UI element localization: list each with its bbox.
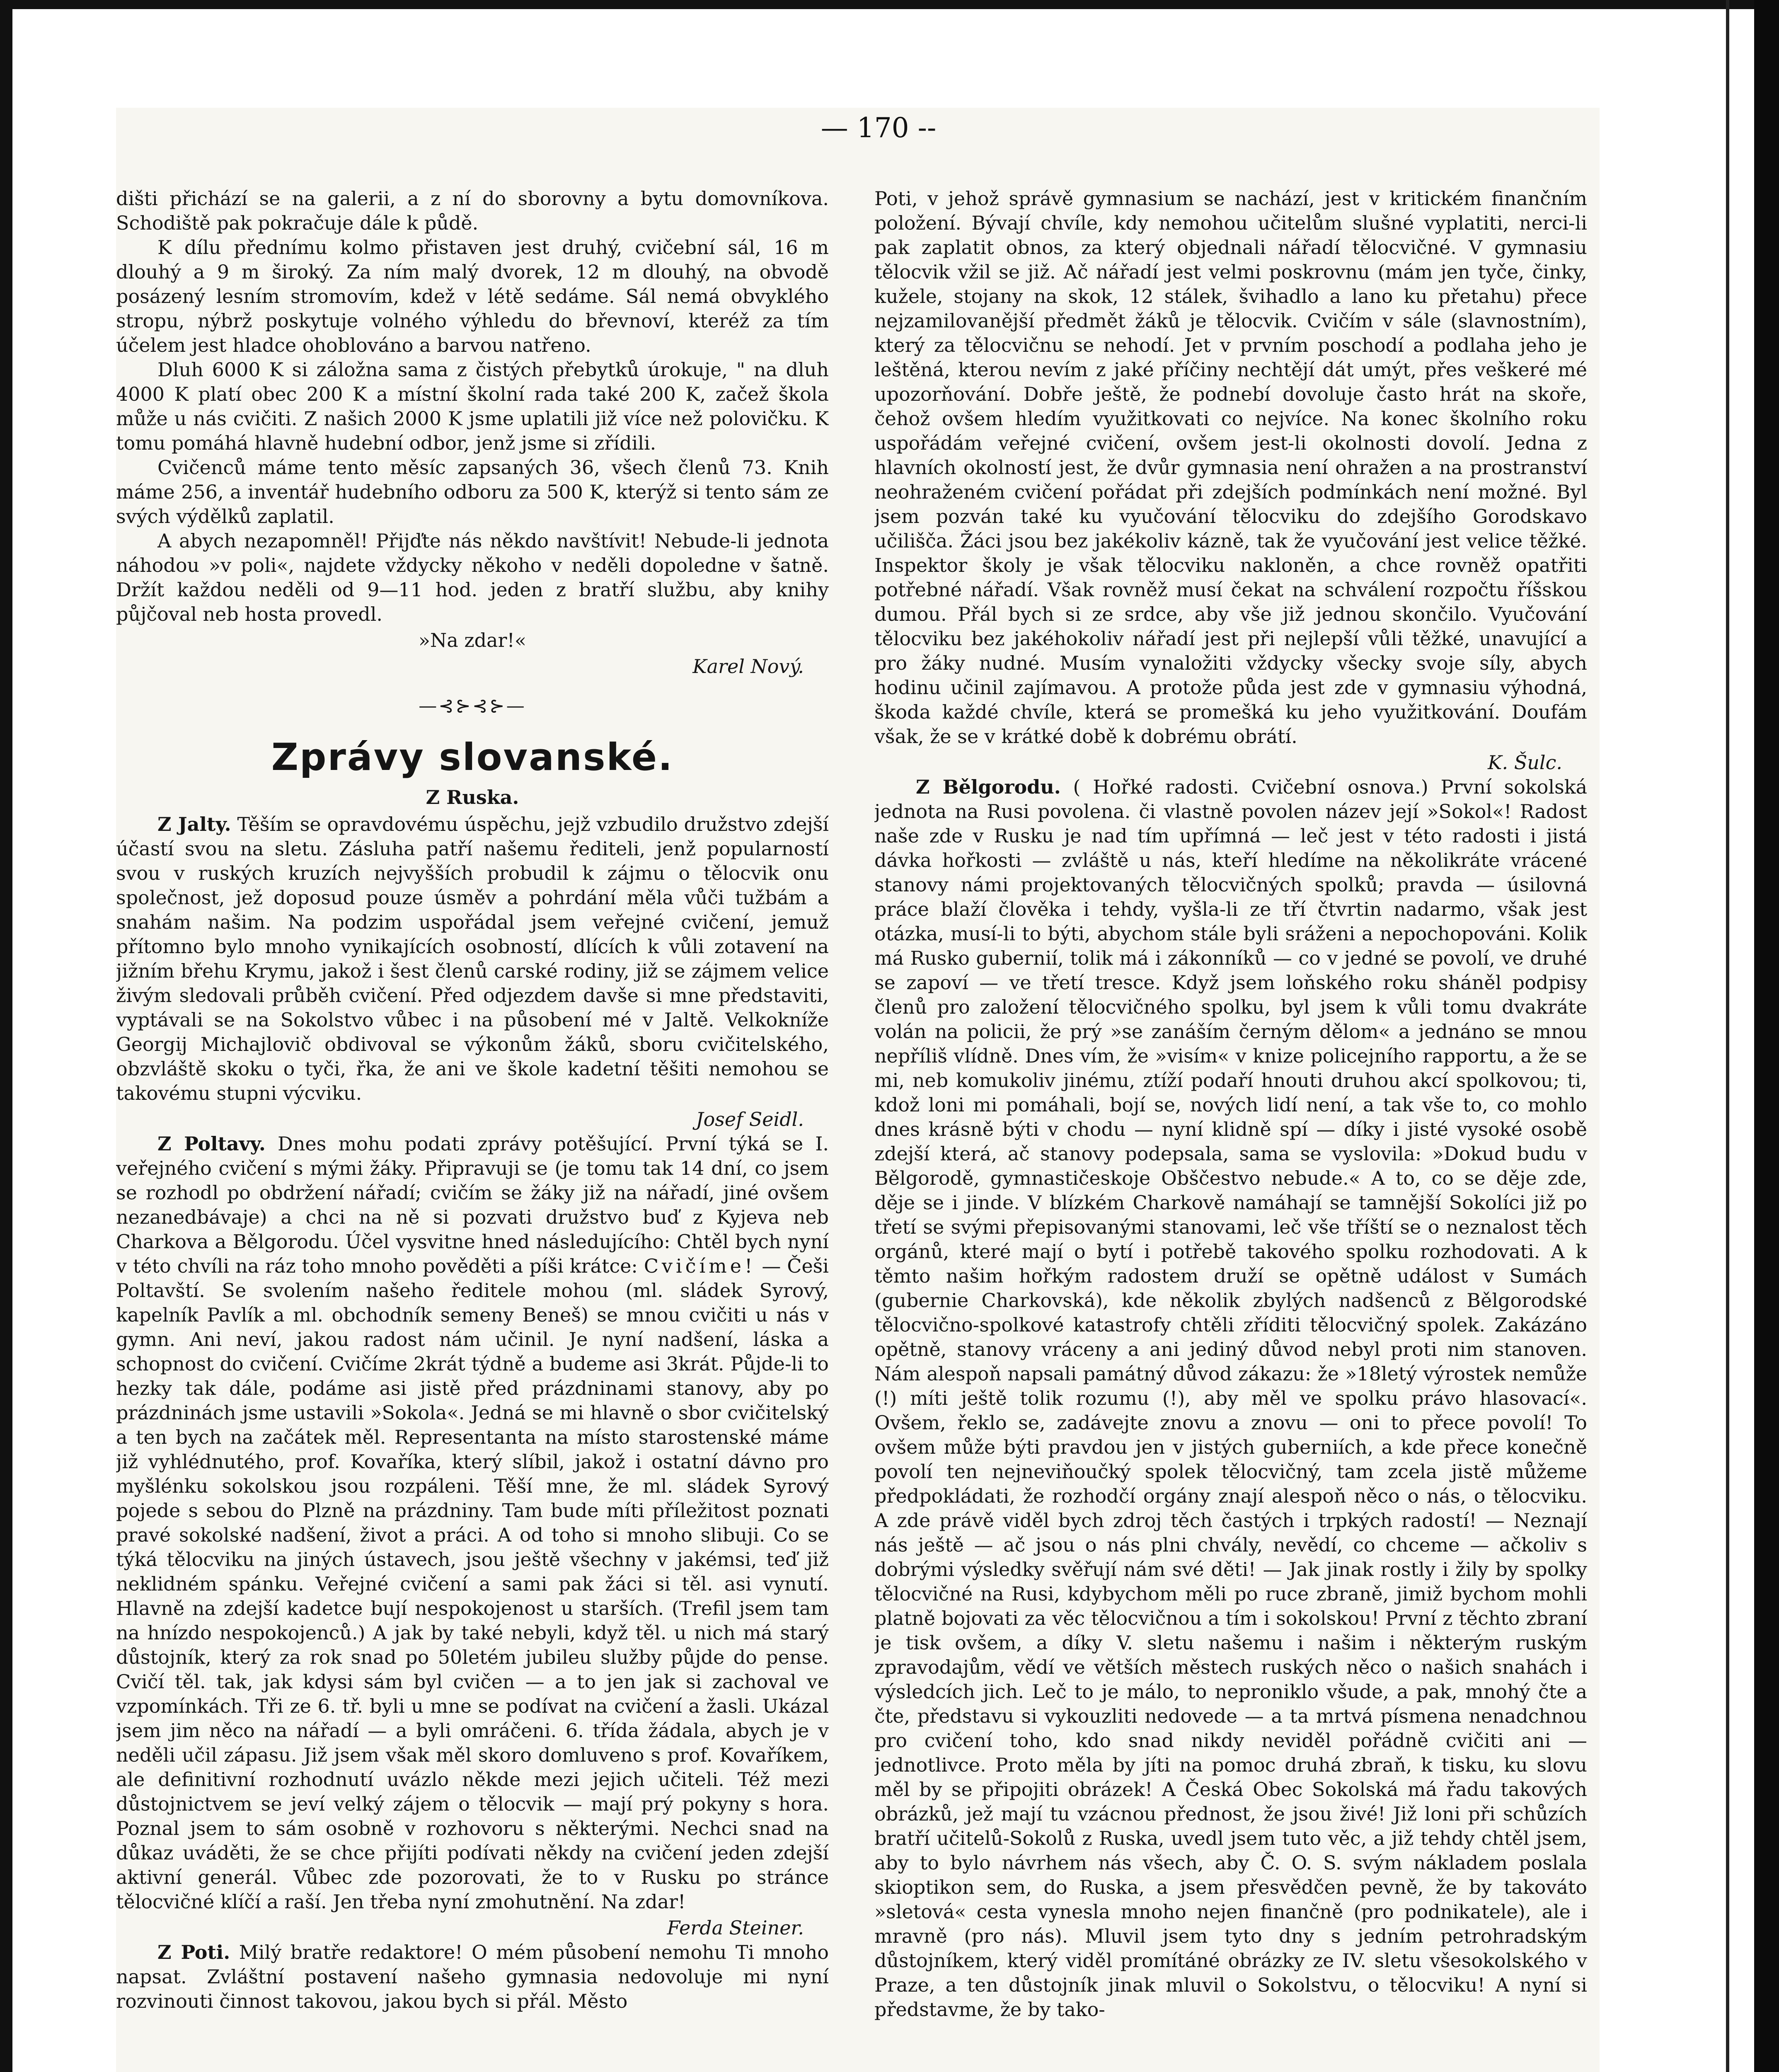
signature-ferda-steiner: Ferda Steiner. (667, 1917, 804, 1939)
report-poti-continued: Poti, v jehož správě gymnasium se nachází, jest v kritickém finančním položení. Bývají chvíle, kdy nemohou učitelům slušné vyplatiti, nerci-li pak zaplatit obnos, za který objednali nářadí tělocvičné. V gymnasiu tělocvik vžil se již. Ač nářadí jest velmi poskrovnu (mám jen tyče, činky, kužele, stojany na skok, 12 stálek, švihadlo a lano ku přetahu) přece nejzamilovanější předmět žáků je tělocvik. Cvičím v sále (slavnostním), který za tělocvičnu se nehodí. Jet v prvním poschodí a podlaha jeho je leštěná, kterou nevím z jaké příčiny nechtějí dát umýt, přes veškeré mé upozorňování. Dobře ještě, že podnebí dovoluje často hrát na skoře, čehož ovšem hledím využitkovati co nejvíce. Na konec školního roku uspořádám veřejné cvičení, ovšem jest-li okolnosti dovolí. Jedna z hlavních okolností jest, že dvůr gymnasia není ohražen a na prostranství neohraženém cvičení pořádat při zdejších podmínkách není možné. Byl jsem pozván také ku vyučování tělocviku do zdejšího Gorodskavo učilišča. Žáci jsou bez jakékoliv kázně, tak že vyučování jest velice těžké. Inspektor školy je však tělocviku nakloněn, a chce rovněž opatřiti potřebné nářadí. Však rovněž musí čekat na schválení rozpočtu říšskou dumou. Přál bych si ze srdce, aby vše již jednou skončilo. Vyučování tělocviku bez jakéhokoliv nářadí jest při nejlepší vůli těžké, unavující a pro žáky nudné. Musím vynaložiti vždycky všecky svoje síly, abych hodinu učinil zajímavou. A protože půda jest zde v gymnasiu výhodná, škoda každé chvíle, která se promešká ku jeho využitkování. Doufám však, že se v krátké době k dobrému obrátí. (874, 187, 1587, 748)
place-heading-belgorod: Z Bělgorodu. (916, 776, 1061, 798)
left-column (116, 186, 829, 2072)
section-title: Zprávy slovanské. (271, 736, 674, 779)
scan-border-right (1754, 0, 1779, 2072)
report-poltava-text-a: Dnes mohu podati zprávy potěšující. První týká se I. veřejného cvičení s mými žáky. Připravuji se (je tomu tak 14 dní, co jsem se rozhodl po obdržení nářadí; cvičím se žáky již na nářadí, jiné ovšem nezanedbávaje) a chci na ně si pozvati družstvo buď z Kyjeva neb Charkova a Bělgorodu. Účel vysvitne hned následujícího: Chtěl bych nyní v této chvíli na ráz toho mnoho pověděti a píši krátce: (116, 1133, 829, 1277)
right-column (874, 186, 1587, 2072)
paragraph-debt: Dluh 6000 K si záložna sama z čistých přebytků úrokuje, " na dluh 4000 K platí obec 200 K a místní školní rada také 200 K, začež škola může u nás cvičiti. Z našich 2000 K jsme uplatili již více než polovičku. K tomu pomáhá hlavně hudební odbor, jenž jsme si zřídili. (116, 358, 829, 454)
signature-karel-novy: Karel Nový. (692, 655, 804, 678)
paragraph-exercise-hall: K dílu přednímu kolmo přistaven jest druhý, cvičební sál, 16 m dlouhý a 9 m široký. Za ním malý dvorek, 12 m dlouhý, na obvodě posázený lesním stromovím, kdež v létě sedáme. Sál nemá obvyklého stropu, nýbrž poskytuje volného výhledu do břevnoví, kteréž za tím účelem jest hladce ohoblováno a barvou natřeno. (116, 236, 829, 356)
paragraph-gallery: dišti přichází se na galerii, a z ní do sborovny a bytu domovníkova. Schodiště pak pokračuje dále k půdě. (116, 187, 829, 234)
scan-border-right-inner (1726, 0, 1729, 2072)
signature-k-sulc: K. Šulc. (1488, 751, 1562, 774)
report-jalta (116, 812, 829, 1106)
scan-border-top (0, 0, 1779, 9)
signature-josef-seidl: Josef Seidl. (696, 1108, 804, 1130)
place-heading-poti: Z Poti. (157, 1941, 230, 1963)
report-belgorod (874, 775, 1587, 2022)
report-poti-text: Milý bratře redaktore! O mém působení nemohu Ti mnoho napsat. Zvláštní postavení našeho gymnasia nedovoluje mi nyní rozvinouti činnost takovou, jakou bych si přál. Město (116, 1941, 829, 2012)
paragraph-visit: A abych nezapomněl! Přijďte nás někdo navštívit! Nebude-li jednota náhodou »v poli«, najdete vždycky někoho v neděli dopoledne v šatně. Držít každou neděli od 9—11 hod. jeden z bratří službu, aby knihy půjčoval neb hosta provedl. (116, 530, 829, 625)
subsection-title: Z Ruska. (426, 786, 519, 808)
report-belgorod-text: ( Hořké radosti. Cvičební osnova.) První sokolská jednota na Rusi povolena. či vlastně povolen název její »Sokol«! Radost naše zde v Rusku je nad tím upřímná — leč jest v této radosti i jistá dávka hořkosti — zvláště u nás, kteří hledíme na několikráte vrácené stanovy námi projektovaných tělocvičných spolků; pravda — úsilovná práce blaží člověka i tehdy, vyšla-li ze tří čtvrtin nadarmo, však jest otázka, musí-li to býti, abychom stále byli sráženi a nepochopováni. Kolik má Rusko gubernií, tolik má i zákonníků — co v jedné se povolí, ve druhé se zapoví — ve třetí tresce. Když jsem loňského roku sháněl podpisy členů pro založení tělocvičného spolku, byl jsem k vůli tomu dvakráte volán na policii, že prý »se zanáším černým dělom« a jednáno se mnou nepříliš vlídně. Dnes vím, že »visím« v knize policejního rapportu, a že se mi, neb komukoliv jinému, ztíží podaří hnouti druhou akcí spolkovou; ti, kdož loni mi pomáhali, bojí se, nových lidí není, a tak vše to, co mohlo dnes krásně býti v chodu — nyní klidně spí — díky i jisté vysoké osobě zdejší která, ač stanovy podepsala, sama se vyslovila: »Dokud budu v Bělgorodě, gymnastičeskoje Obščestvo nebude.« A to, co se děje zde, děje se i jinde. V blízkém Charkově namáhají se tamnější Sokolíci již po třetí se svými přepisovanými stanovami, leč vše tříští se o neznalost těch orgánů, které mají o bytí i potřebě takového spolku rozhodovati. A k těmto našim hořkým radostem druží se opětně událost v Sumách (gubernie Charkovská), kde několik zbylých nadšenců z Bělgorodské tělocvično-spolkové katastrofy chtěli zříditi tělocvičný spolek. Zakázáno opětně, stanovy vráceny a ani jediný důvod nebyl proti nim stanoven. Nám alespoň napsali památný důvod zákazu: že »18letý výrostek nemůže (!) míti ještě tolik rozumu (!), aby měl ve spolku právo hlasovací«. Ovšem, řeklo se, zadávejte znovu a znovu — oni to přece povolí! To ovšem může býti pravdou jen v jistých guberniích, a kde přece konečně povolí ten nejneviňoučký spolek tělocvičný, tam zcela jistě můžeme předpokládati, že rozhodčí orgány znají alespoň něco o nás, o tělocviku. A zde právě viděl bych zdroj těch častých i trpkých radostí! — Neznají nás ještě — ač jsou o nás plni chvály, nevědí, co chceme — ačkoliv s dobrými výsledky svěřují nám své děti! — Jak jinak rostly i žily by spolky tělocvičné na Rusi, kdybychom měli po ruce zbraně, jimiž bychom mohli platně bojovati za věc tělocvičnou a tím i sokolskou! První z těchto zbraní je tisk ovšem, a díky V. sletu našemu i našim i některým ruským zpravodajům, vědí ve větších městech ruských něco o našich snahách i výsledcích jich. Leč to je málo, to neproniklo všude, a pak, mnohý čte a čte, představu si vykouzliti nedovede — a ta mrtvá písmena nenadchnou pro cvičení toho, kdo snad nikdy neviděl pořádně cvičiti ani — jednotlivce. Proto měla by jíti na pomoc druhá zbraň, k tisku, ku slovu měl by se připojiti obrázek! A Česká Obec Sokolská má řadu takových obrázků, jež mají tu vzácnou přednost, že jsou živé! Již loni při schůzích bratří učitelů-Sokolů z Ruska, uvedl jsem tuto věc, a již tehdy chtěl jsem, aby to bylo návrhem nás všech, aby Č. O. S. svým nákladem poslala skioptikon sem, do Ruska, a jsem přesvědčen pevně, že by takováto »sletová« cesta vynesla mnoho nejen finančně (pro podnikatele), ale i mravně (pro nás). Mluvil jsem tyto dny s jedním petrohradským důstojníkem, který viděl promítáné obrázky ze IV. sletu všesokolského v Praze, a ten důstojník jinak mluvil o Sokolstvu, o tělocviku! A nyní si představme, že by tako- (874, 776, 1587, 2021)
report-poltava-cvicme: Cvičíme! (644, 1255, 756, 1277)
newspaper-page (116, 108, 1600, 2072)
section-ornament: —⊰⊱⊰⊱— (419, 695, 526, 716)
place-heading-poltava: Z Poltavy. (157, 1133, 266, 1155)
report-jalta-text: Těším se opravdovému úspěchu, jejž vzbudilo družstvo zdejší účastí svou na sletu. Zásluha patří našemu řediteli, jenž popularností svou v ruských kruzích nejvyšších probudil k zájmu o tělocvik onu společnost, jež doposud pouze úsměv a pohrdání měla vůči tužbám a snahám našim. Na podzim uspořádal jsem veřejné cvičení, jemuž přítomno bylo mnoho vynikajících osobností, dlících k vůli zotavení na jižním břehu Krymu, jakož i šest členů carské rodiny, již se zájmem velice živým sledovali průběh cvičení. Před odjezdem davše si mne představiti, vyptávali se na Sokolstvo vůbec i na působení mé v Jaltě. Velkokníže Georgij Michajlovič obdivoval se výkonům žáků, sboru cvičitelského, obzvláště skoku o tyči, řka, že ani ve škole kadetní těšiti nemohou se takovému stupni výcviku. (116, 813, 829, 1104)
scan-border-left (0, 0, 12, 2072)
report-poti (116, 1940, 829, 2014)
report-poltava (116, 1132, 829, 1914)
greeting: »Na zdar!« (418, 629, 527, 651)
page-number: — 170 -- (821, 112, 937, 144)
paragraph-members: Cvičenců máme tento měsíc zapsaných 36, všech členů 73. Knih máme 256, a inventář hudebního odboru za 500 K, kterýž si tento sám ze svých výdělků zaplatil. (116, 456, 829, 528)
report-poltava-text-b: — Češi Poltavští. Se svolením našeho ředitele mohou (ml. sládek Syrový, kapelník Pavlík a ml. obchodník semeny Beneš) se mnou cvičiti u nás v gymn. Ani neví, jakou radost nám učinil. Je nyní nadšení, láska a schopnost do cvičení. Cvičíme 2krát týdně a budeme asi 3krát. Půjde-li to hezky tak dále, podáme asi jistě před prázdninami stanovy, aby po prázdninách jsme ustavili »Sokola«. Jedná se mi hlavně o sbor cvičitelský a ten bych na začátek měl. Representanta na místo starostenské máme již vyhlédnutého, prof. Kovaříka, který slíbil, jakož i ostatní dávno pro myšlénku sokolskou jsou rozpáleni. Těší mne, že ml. sládek Syrový pojede s sebou do Plzně na prázdniny. Tam bude míti příležitost poznati pravé sokolské nadšení, život a práci. A od toho si mnoho slibuji. Co se týká tělocviku na jiných ústavech, jsou ještě všechny v jakémsi, teď již neklidném spánku. Veřejné cvičení a sami pak žáci si těl. asi vynutí. Hlavně na zdejší kadetce bují nespokojenost u starších. (Trefil jsem tam na hnízdo nespokojenců.) A jak by také nebyli, když těl. u nich má starý důstojník, který za rok snad po 50letém jubileu služby půjde do pense. Cvičí těl. tak, jak kdysi sám byl cvičen — a to jen jak si zachoval ve vzpomínkách. Tři ze 6. tř. byli u mne se podívat na cvičení a žasli. Ukázal jsem jim něco na nářadí — a byli omráčeni. 6. třída žádala, abych je v neděli učil zápasu. Již jsem však měl skoro domluveno s prof. Kovaříkem, ale definitivní rozhodnutí uvázlo někde mezi jejich učiteli. Též mezi důstojnictvem se jeví velký zájem o tělocvik — mají prý pokyny s hora. Poznal jsem to sám osobně v rozhovoru s některými. Nechci snad na důkaz uváděti, že se chce přijíti podívati někdy na cvičení jeden zdejší aktivní generál. Vůbec zde pozorovati, že to v Rusku po stránce tělocvičné klíčí a raší. Jen třeba nyní zmohutnění. Na zdar! (116, 1255, 829, 1913)
place-heading-jalta: Z Jalty. (157, 813, 231, 835)
